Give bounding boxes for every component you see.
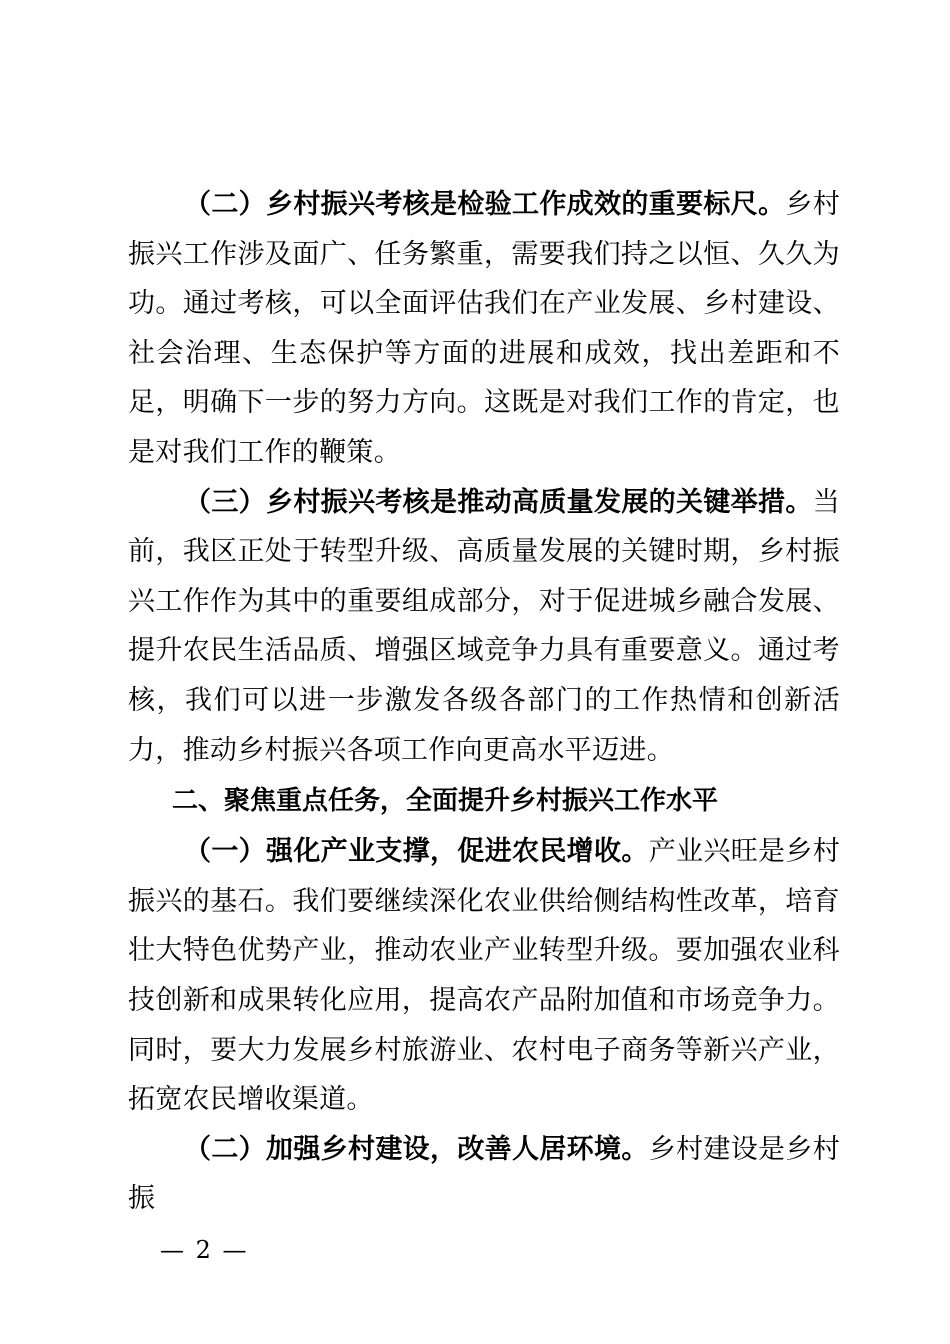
paragraph-lead: （三）乡村振兴考核是推动高质量发展的关键举措。 — [184, 486, 813, 518]
paragraph-text: 当前，我区正处于转型升级、高质量发展的关键时期，乡村振兴工作作为其中的重要组成部分，对于促进城乡融合发展、提升农民生活品质、增强区域竞争力具有重要意义。通过考核，我们可以进一步激发各级各部门的工作热情和创新活力，推动乡村振兴各项工作向更高水平迈进。 — [128, 486, 840, 766]
paragraph-assessment-yardstick — [128, 180, 840, 478]
paragraph-lead: （二）乡村振兴考核是检验工作成效的重要标尺。 — [184, 189, 786, 220]
paragraph-industry-support — [128, 827, 840, 1125]
page-number: — 2 — — [160, 1236, 249, 1264]
paragraph-rural-construction — [128, 1125, 840, 1224]
paragraph-lead: （二）加强乡村建设，改善人居环境。 — [184, 1133, 649, 1165]
paragraph-text: 乡村建设是乡村振 — [128, 1133, 840, 1215]
paragraph-text: 乡村振兴工作涉及面广、任务繁重，需要我们持之以恒、久久为功。通过考核，可以全面评估我们在产业发展、乡村建设、社会治理、生态保护等方面的进展和成效，找出差距和不足，明确下一步的努力方向。这既是对我们工作的肯定，也是对我们工作的鞭策。 — [128, 189, 840, 468]
paragraph-text: 产业兴旺是乡村振兴的基石。我们要继续深化农业供给侧结构性改革，培育壮大特色优势产业，推动农业产业转型升级。要加强农业科技创新和成果转化应用，提高农产品附加值和市场竞争力。同时，要大力发展乡村旅游业、农村电子商务等新兴产业，拓宽农民增收渠道。 — [128, 836, 840, 1116]
paragraph-assessment-key-measure — [128, 478, 840, 776]
document-body — [128, 180, 840, 1224]
section-heading: 二、聚焦重点任务，全面提升乡村振兴工作水平 — [172, 786, 719, 817]
paragraph-lead: （一）强化产业支撑，促进农民增收。 — [184, 836, 649, 868]
